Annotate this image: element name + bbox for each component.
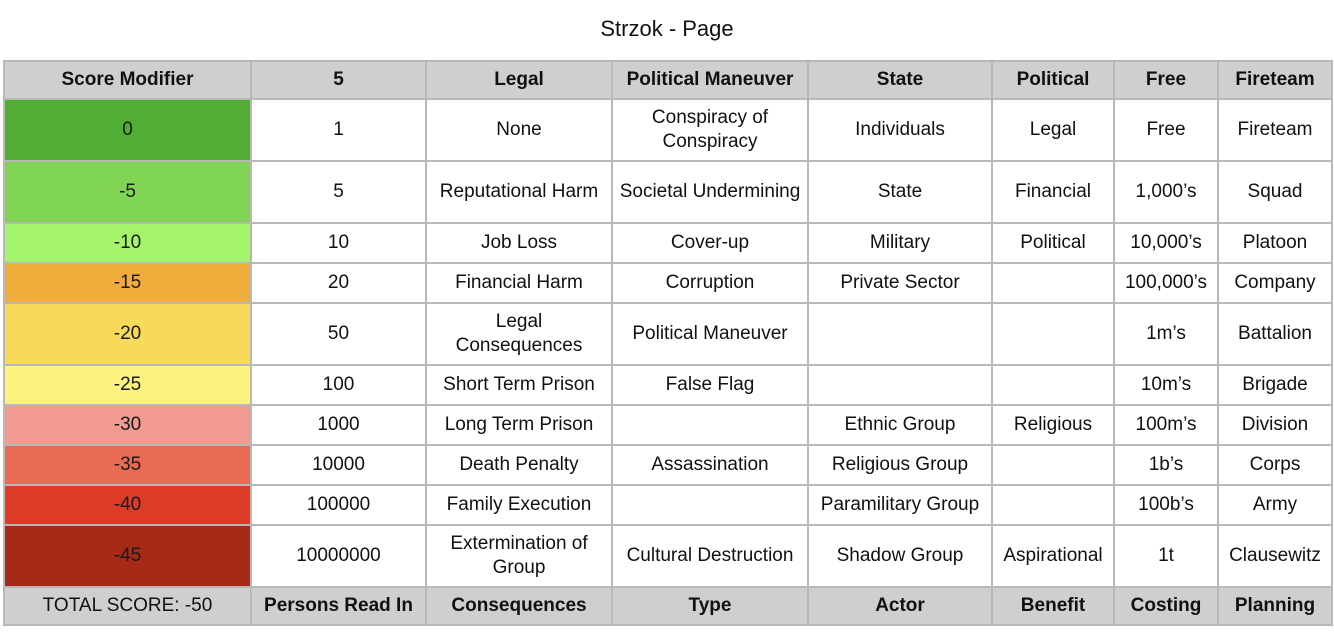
- table-cell: 20: [251, 263, 426, 303]
- table-cell: [992, 263, 1114, 303]
- column-footer: Actor: [808, 587, 992, 625]
- table-cell: 100m’s: [1114, 405, 1218, 445]
- column-footer: Benefit: [992, 587, 1114, 625]
- table-row: [4, 303, 1332, 365]
- table-cell: Aspirational: [992, 525, 1114, 587]
- column-header: 5: [251, 61, 426, 99]
- table-row: [4, 263, 1332, 303]
- table-cell: 50: [251, 303, 426, 365]
- table-cell: Corruption: [612, 263, 808, 303]
- table-cell: 1000: [251, 405, 426, 445]
- table-cell: Battalion: [1218, 303, 1332, 365]
- score-modifier-cell: -15: [4, 263, 251, 303]
- table-cell: Political: [992, 223, 1114, 263]
- table-cell: 10: [251, 223, 426, 263]
- table-cell: Individuals: [808, 99, 992, 161]
- column-footer: Planning: [1218, 587, 1332, 625]
- table-cell: False Flag: [612, 365, 808, 405]
- score-modifier-cell: -20: [4, 303, 251, 365]
- score-modifier-cell: -35: [4, 445, 251, 485]
- score-modifier-cell: -45: [4, 525, 251, 587]
- table-row: [4, 485, 1332, 525]
- table-cell: Squad: [1218, 161, 1332, 223]
- score-modifier-cell: -40: [4, 485, 251, 525]
- table-cell: None: [426, 99, 612, 161]
- table-cell: Fireteam: [1218, 99, 1332, 161]
- table-cell: 5: [251, 161, 426, 223]
- table-cell: [992, 445, 1114, 485]
- table-row: [4, 445, 1332, 485]
- table-cell: Cultural Destruction: [612, 525, 808, 587]
- table-cell: 1: [251, 99, 426, 161]
- table-cell: State: [808, 161, 992, 223]
- table-cell: Paramilitary Group: [808, 485, 992, 525]
- table-cell: Reputational Harm: [426, 161, 612, 223]
- table-cell: Company: [1218, 263, 1332, 303]
- table-cell: Brigade: [1218, 365, 1332, 405]
- table-cell: 1,000’s: [1114, 161, 1218, 223]
- table-cell: 100b’s: [1114, 485, 1218, 525]
- table-cell: Ethnic Group: [808, 405, 992, 445]
- column-footer: Costing: [1114, 587, 1218, 625]
- table-cell: Army: [1218, 485, 1332, 525]
- table-cell: Financial Harm: [426, 263, 612, 303]
- table-cell: Religious: [992, 405, 1114, 445]
- table-cell: Corps: [1218, 445, 1332, 485]
- table-cell: Political Maneuver: [612, 303, 808, 365]
- table-cell: Platoon: [1218, 223, 1332, 263]
- table-row: [4, 525, 1332, 587]
- table-cell: [992, 303, 1114, 365]
- table-row: [4, 223, 1332, 263]
- table-cell: [808, 365, 992, 405]
- score-modifier-cell: -10: [4, 223, 251, 263]
- table-cell: 100,000’s: [1114, 263, 1218, 303]
- footer-row: [4, 587, 1332, 625]
- table-row: [4, 161, 1332, 223]
- total-score: TOTAL SCORE: -50: [4, 587, 251, 625]
- table-cell: [612, 405, 808, 445]
- table-row: [4, 405, 1332, 445]
- table-cell: Long Term Prison: [426, 405, 612, 445]
- table-cell: Clausewitz: [1218, 525, 1332, 587]
- table-cell: Financial: [992, 161, 1114, 223]
- column-header: Legal: [426, 61, 612, 99]
- column-header: State: [808, 61, 992, 99]
- score-modifier-cell: 0: [4, 99, 251, 161]
- table-cell: Legal: [992, 99, 1114, 161]
- table-cell: Division: [1218, 405, 1332, 445]
- table-cell: 1b’s: [1114, 445, 1218, 485]
- table-cell: Shadow Group: [808, 525, 992, 587]
- table-cell: Societal Undermining: [612, 161, 808, 223]
- table-row: [4, 365, 1332, 405]
- score-table: [3, 60, 1333, 626]
- table-cell: [808, 303, 992, 365]
- table-cell: Death Penalty: [426, 445, 612, 485]
- table-cell: Free: [1114, 99, 1218, 161]
- column-footer: Persons Read In: [251, 587, 426, 625]
- table-cell: 100000: [251, 485, 426, 525]
- table-row: [4, 99, 1332, 161]
- table-cell: Job Loss: [426, 223, 612, 263]
- table-cell: Conspiracy of Conspiracy: [612, 99, 808, 161]
- table-cell: 1m’s: [1114, 303, 1218, 365]
- table-cell: 10,000’s: [1114, 223, 1218, 263]
- table-cell: 10000: [251, 445, 426, 485]
- header-row: [4, 61, 1332, 99]
- table-cell: Military: [808, 223, 992, 263]
- page-title: Strzok - Page: [600, 16, 734, 41]
- table-cell: 100: [251, 365, 426, 405]
- column-header: Political: [992, 61, 1114, 99]
- table-cell: Cover-up: [612, 223, 808, 263]
- table-cell: Private Sector: [808, 263, 992, 303]
- score-modifier-cell: -25: [4, 365, 251, 405]
- table-cell: Legal Consequences: [426, 303, 612, 365]
- column-header: Fireteam: [1218, 61, 1332, 99]
- table-cell: 10m’s: [1114, 365, 1218, 405]
- column-header: Political Maneuver: [612, 61, 808, 99]
- column-header: Score Modifier: [4, 61, 251, 99]
- table-cell: Family Execution: [426, 485, 612, 525]
- column-footer: Type: [612, 587, 808, 625]
- column-footer: Consequences: [426, 587, 612, 625]
- table-cell: Religious Group: [808, 445, 992, 485]
- table-cell: Short Term Prison: [426, 365, 612, 405]
- table-cell: [992, 485, 1114, 525]
- score-modifier-cell: -5: [4, 161, 251, 223]
- table-cell: [612, 485, 808, 525]
- column-header: Free: [1114, 61, 1218, 99]
- table-cell: Extermination of Group: [426, 525, 612, 587]
- table-cell: [992, 365, 1114, 405]
- table-cell: Assassination: [612, 445, 808, 485]
- table-cell: 10000000: [251, 525, 426, 587]
- score-modifier-cell: -30: [4, 405, 251, 445]
- table-cell: 1t: [1114, 525, 1218, 587]
